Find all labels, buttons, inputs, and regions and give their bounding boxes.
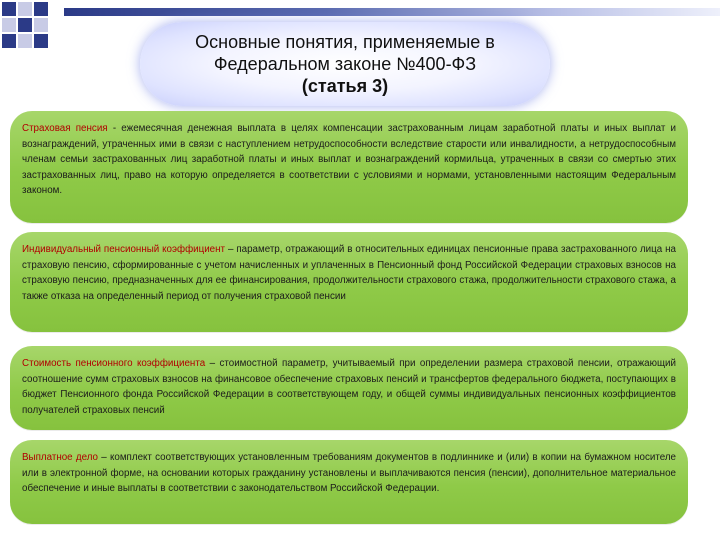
term-label: Выплатное дело xyxy=(22,452,98,463)
term-separator: – xyxy=(205,358,220,369)
definition-text: стоимостной параметр, учитываемый при определении размера страховой пенсии, отражающий соотношение сумм страховых взносов на финансовое обеспечение страховых пенсий и трансфертов федерального бюджета, поступающих в бюджет Пенсионного фонда Российской Федерации в соответствующем году, и общей суммы индивидуальных пенсионных коэффициентов получателей страховых пенсий xyxy=(22,358,676,416)
decor-square xyxy=(2,2,16,16)
definition-text: ежемесячная денежная выплата в целях компенсации застрахованным лицам заработной платы и иных выплат и вознаграждений, утраченных ими в связи с наступлением нетрудоспособности вследствие старости или инвалидности, а нетрудоспособным членам семьи застрахованных лиц заработной платы и иных выплат и вознаграждений кормильца, утраченных в связи со смертью этих застрахованных лиц, право на которую определяется в соответствии с условиями и нормами, установленными настоящим Федеральным законом. xyxy=(22,123,677,196)
decor-square xyxy=(34,2,48,16)
page-title xyxy=(140,22,550,106)
decor-square xyxy=(18,2,32,16)
definition-card-coefficient-cost xyxy=(10,346,688,430)
title-line-2: Федеральном законе №400-ФЗ xyxy=(213,54,477,74)
definition-card-payment-file xyxy=(10,440,688,524)
decor-square xyxy=(34,34,48,48)
term-label: Стоимость пенсионного коэффициента xyxy=(22,358,206,369)
decor-square xyxy=(18,34,32,48)
term-label: Страховая пенсия xyxy=(22,123,108,134)
decor-square xyxy=(34,18,48,32)
definition-card-individual-coefficient xyxy=(10,232,688,332)
decor-square xyxy=(2,34,16,48)
term-separator: - xyxy=(107,123,122,134)
title-line-1: Основные понятия, применяемые в xyxy=(195,32,495,52)
term-label: Индивидуальный пенсионный коэффициент xyxy=(22,244,226,255)
definition-text: комплект соответствующих установленным требованиям документов в подлиннике и (или) в копии на бумажном носителе или в электронной форме, на основании которых гражданину установлены и выплачиваются пенсия (пенсии), дополнительное материальное обеспечение и иные выплаты в соответствии с законодательством Российской Федерации. xyxy=(22,452,676,494)
definition-text: параметр, отражающий в относительных единицах пенсионные права застрахованного лица на страховую пенсию, сформированные с учетом начисленных и уплаченных в Пенсионный фонд Российской Федерации страховых взносов на страховую пенсию, предназначенных для ее финансирования, продолжительности страхового стажа, продолжительности страхового стажа, а также отказа на определенный период от получения страховой пенсии xyxy=(22,244,676,302)
term-separator: – xyxy=(98,452,110,463)
decor-square xyxy=(18,18,32,32)
term-separator: – xyxy=(225,244,237,255)
definition-card-insurance-pension xyxy=(10,111,688,223)
decor-band xyxy=(64,8,720,16)
decor-square xyxy=(2,18,16,32)
title-line-3: (статья 3) xyxy=(301,76,389,96)
